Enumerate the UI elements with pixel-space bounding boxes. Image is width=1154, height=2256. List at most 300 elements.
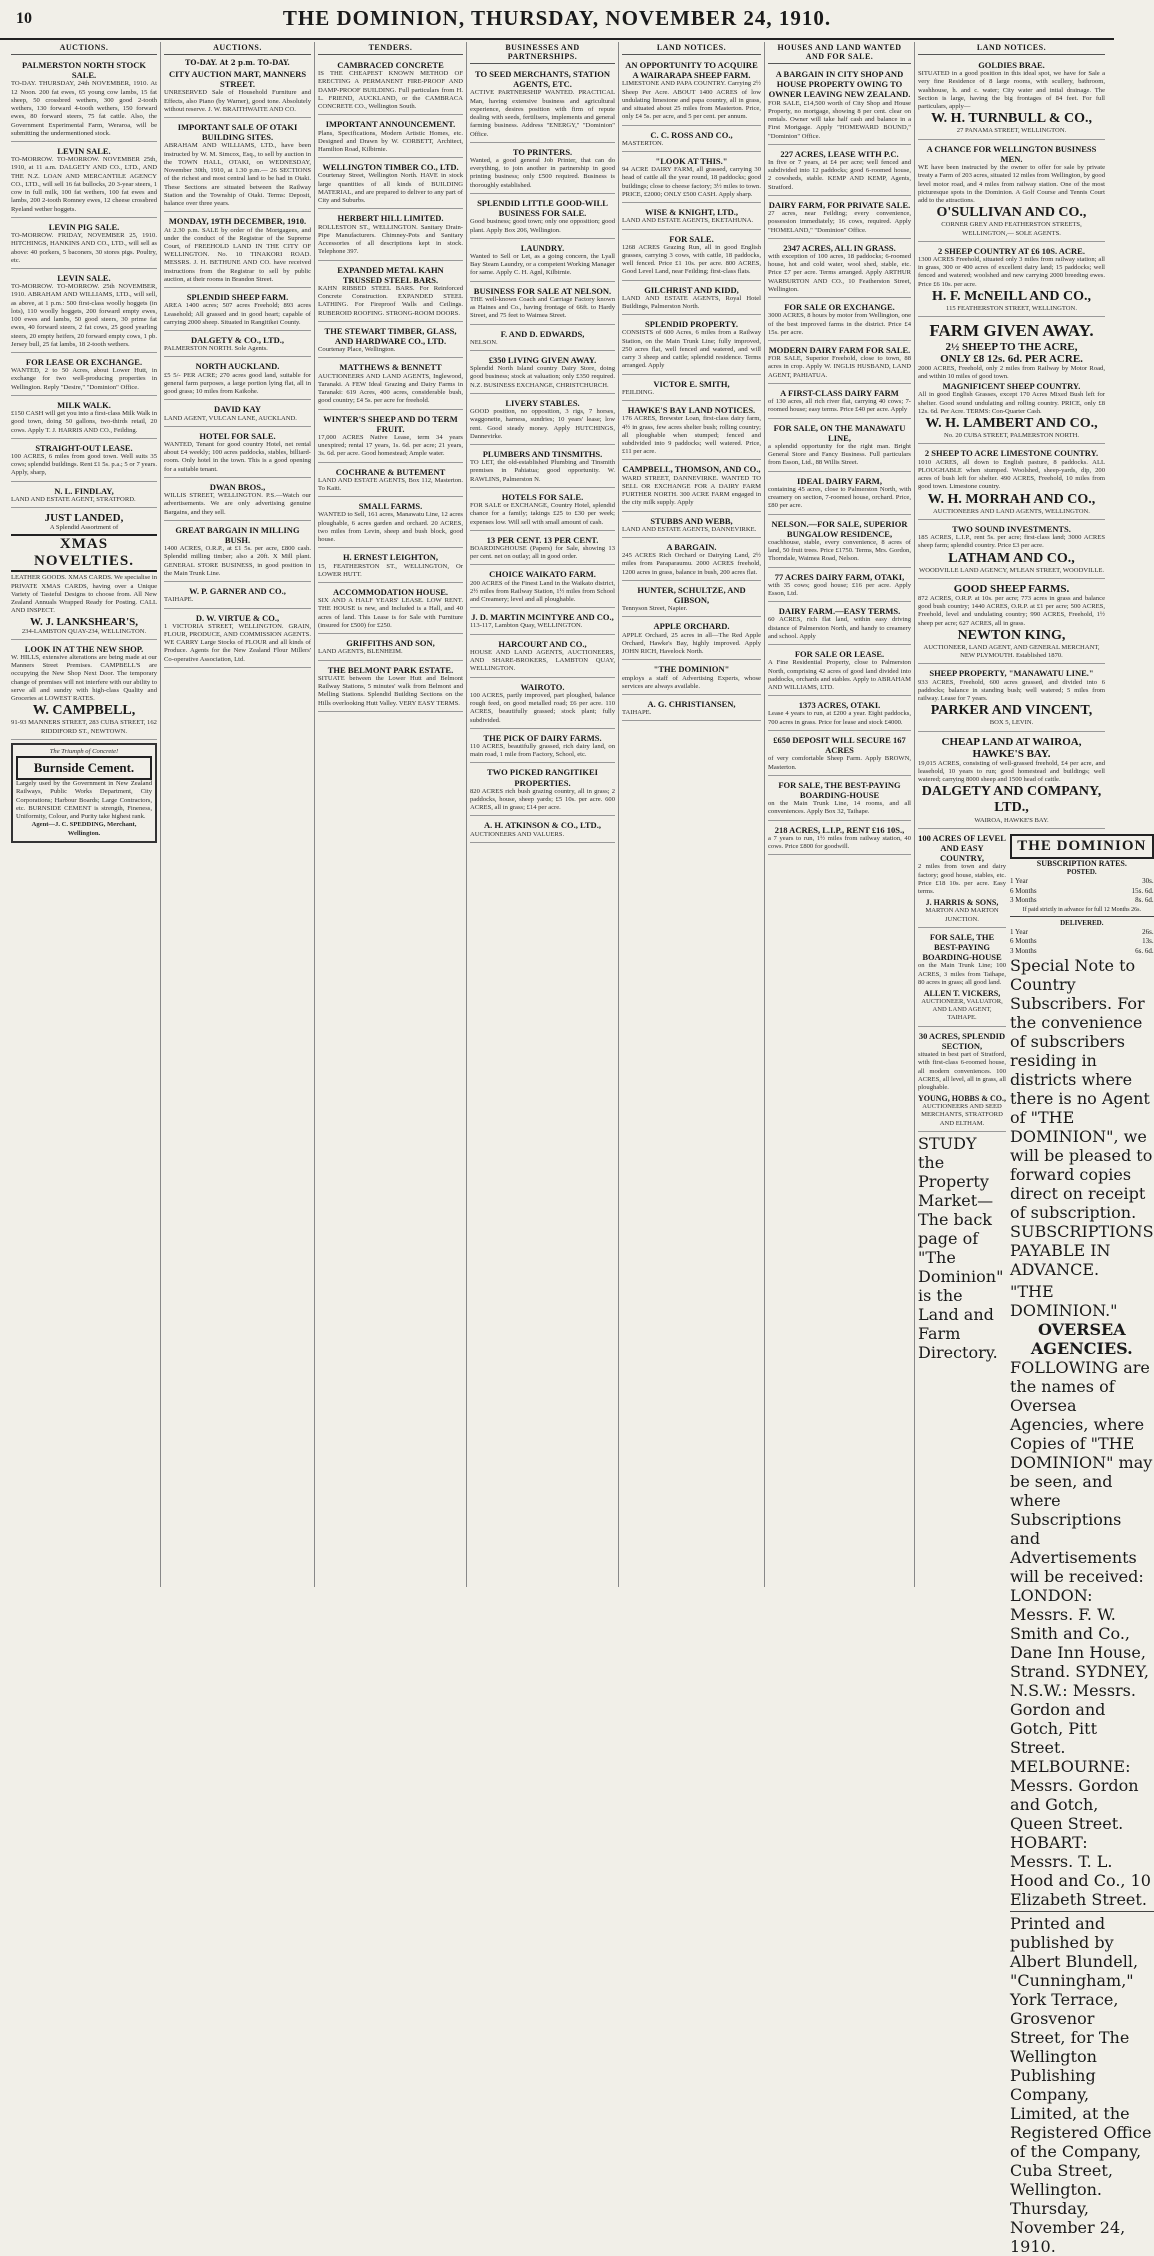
ad-body: A Fine Residential Property, close to Palmerston North, comprising 42 acres of good land divided into paddocks, orchards and stables. Apply to ABRAHAM AND WILLIAMS, LTD. — [768, 659, 911, 692]
ad-body: 94 ACRE DAIRY FARM, all grassed, carrying 30 head of cattle all the year round, 18 paddocks; good buildings; close to cheese factory; 3½ miles to town. PRICE, £2000; ONLY £500 CASH. Apply sharp. — [622, 166, 761, 198]
classified-ad — [768, 198, 911, 239]
classified-ad — [768, 386, 911, 419]
ad-body: TO-MORROW. FRIDAY, NOVEMBER 25, 1910. HITCHINGS, HANKINS AND CO., LTD., will sell as above: 40 porkers, 5 baconers, 30 stores pigs. Poultry, etc. — [11, 232, 157, 264]
dalgety-ad — [918, 734, 1105, 829]
ad-body: PALMERSTON NORTH. Sole Agents. — [164, 345, 268, 353]
ad-address: 91-93 MANNERS STREET, 283 CUBA STREET, 162 RIDDIFORD ST., NEWTOWN. — [11, 719, 157, 735]
classified-ad — [164, 584, 311, 608]
ad-body: Wanted, a good general Job Printer, that can do everything, to join another in partnership in good printing business; only £500 required. Business is thoroughly established. — [470, 156, 615, 189]
ad-body: TAIHAPE. — [622, 709, 652, 717]
ad-heading: GILCHRIST AND KIDD, — [644, 284, 739, 295]
ad-heading: SHEEP PROPERTY, "MANAWATU LINE." — [929, 668, 1094, 679]
oversea-agencies: FOLLOWING are the names of Oversea Agencies, where Copies of "THE DOMINION" may be seen, and where Subscriptions and Advertisements will be received: LONDON: Messrs. F. W. Smith and Co., Dane Inn House, Strand. SYDNEY, N.S.W.: Messrs. Gordon and Gotch, Pitt Street. MELBOURNE: Messrs. Gordon and Gotch, Queen Street. HOBART: Messrs. T. L. Hood and Co., 10 Elizabeth Street. — [1010, 1358, 1153, 1910]
page-number: 10 — [16, 10, 32, 27]
ad-body: a 7 years to run, 1½ miles from railway station, 40 cows. Price £800 for goodwill. — [768, 834, 911, 851]
ad-firm: W. J. LANKSHEAR'S, — [29, 615, 139, 628]
ad-firm: PARKER AND VINCENT, — [930, 703, 1093, 719]
posted-rows — [1010, 877, 1154, 905]
ads-list — [318, 58, 463, 712]
section-header: LAND NOTICES. — [622, 42, 761, 55]
classified-ad — [11, 220, 157, 269]
ad-heading: DAIRY FARM.—EASY TERMS. — [778, 606, 901, 617]
delivered-heading: DELIVERED. — [1060, 918, 1104, 927]
morrah-ad — [918, 446, 1105, 519]
ad-body: TO-MORROW. TO-MORROW. 25th NOVEMBER, 1910. ABRAHAM AND WILLIAMS, LTD., will sell, as above, at 1 p.m.: 500 first-class woolly hoggets (in lots), 110 woolly hoggets, 200 forward empty ewes, 100 ewes and lambs, 50 good steers, 30 prime fat ewes, 40 forward steers, 2 fat cows, 25 good yearling steers, 20 empty heifers, 20 forward empty cows, 1 pb. Jersey bull, 25 fat lambs, 18 2-tooth wethers. — [11, 283, 157, 348]
rate-price: 26s. — [1142, 928, 1154, 937]
ad-body: WANTED to Sell, 161 acres, Manawatu Line, 12 acres ploughable, 6 acres garden and orchard. 20 ACRES, two miles from Levin, sheep and bush block, good house. — [318, 511, 463, 544]
ad-body: UNRESERVED Sale of Household Furniture and Effects, also Piano (by Warner), good tone. Absolutely without reserve. J. W. BRAITHWAITE AND CO. — [164, 89, 311, 113]
ad-body: 1400 ACRES, O.R.P., at £1 5s. per acre, £800 cash. Splendid milling timber; also a 20ft. X Mill plant. GENERAL STORE BUSINESS, in good position in the Main Trunk Line. — [164, 545, 311, 577]
masthead — [0, 0, 1114, 40]
ad-price: ONLY £8 12s. 6d. PER ACRE. — [940, 352, 1083, 365]
classified-ad — [470, 490, 615, 531]
ad-address: AUCTIONEER, VALUATOR, AND LAND AGENT, TAIHAPE. — [921, 998, 1003, 1022]
ad-heading: 30 ACRES, SPLENDID SECTION, — [918, 1030, 1006, 1051]
ad-heading: CAMPBELL, THOMSON, AND CO., — [622, 464, 761, 475]
classified-ad — [164, 429, 311, 478]
ad-body: ACTIVE PARTNERSHIP WANTED. PRACTICAL Man, having extensive business and agricultural experience, desires position with firm of repute dealing with seeds, fertilisers, implements and general farming business. Address "ENERGY," "Dominion" Office. — [470, 89, 615, 138]
section-header: AUCTIONS. — [11, 42, 157, 55]
ad-heading: WINTER'S SHEEP AND DO TERM FRUIT. — [323, 413, 458, 434]
ad-heading: TO SEED MERCHANTS, STATION AGENTS, ETC. — [474, 69, 611, 90]
ad-heading: NELSON.—FOR SALE, SUPERIOR BUNGALOW RESIDENCE, — [771, 518, 908, 539]
newspaper-title: THE DOMINION, THURSDAY, NOVEMBER 24, 1910. — [282, 6, 832, 30]
ad-body: LAND AND ESTATE AGENTS, Royal Hotel Buildings, Palmerston North. — [622, 294, 761, 311]
ad-heading: SMALL FARMS. — [358, 501, 423, 512]
ad-address: 115 FEATHERSTON STREET, WELLINGTON. — [946, 305, 1077, 313]
ad-heading: EXPANDED METAL KAHN TRUSSED STEEL BARS. — [337, 264, 444, 285]
column-6 — [765, 42, 915, 1587]
ad-body: LAND AGENTS, BLENHEIM. — [318, 648, 403, 656]
ad-body: GOOD position, no opposition, 3 rigs, 7 horses, waggonette, harness, sundries; 10 years' lease; low rent. Good steady money. Apply HUTCHINGS, Dannevirke. — [470, 408, 615, 440]
ad-heading: IMPORTANT SALE OF OTAKI BUILDING SITES. — [177, 122, 298, 143]
column-5 — [619, 42, 765, 1587]
ad-body: WARD STREET, DANNEVIRKE. WANTED TO SELL OR EXCHANGE FOR A DAIRY FARM FURTHER NORTH. 300 ACRE FARM engaged in the city milk supply. Apply — [622, 474, 761, 507]
ad-heading: 100 ACRES OF LEVEL AND EASY COUNTRY, — [918, 832, 1006, 864]
classified-ad — [470, 327, 615, 351]
ad-heading: MODERN DAIRY FARM FOR SALE. — [768, 345, 911, 355]
ad-body: 933 ACRES, Freehold, 600 acres grassed, and divided into 6 paddocks; balance in standing bush; well watered; 5 miles from railway. Lease for 7 years. — [918, 678, 1105, 703]
classified-ad — [622, 583, 761, 618]
ad-body: AUCTIONEERS AND LAND AGENTS, Inglewood, Taranaki. A FEW Ideal Grazing and Dairy Farms in Taranaki: 619 Acres, 400 acres, considerable bush, good country; £4 5s. per acre for freehold. — [318, 372, 463, 405]
ad-firm: W. H. LAMBERT AND CO., — [925, 416, 1098, 432]
ad-heading: PALMERSTON NORTH STOCK SALE. — [22, 60, 146, 81]
classified-ad — [164, 67, 311, 118]
column-1 — [8, 42, 161, 1587]
ad-body: 872 ACRES, O.R.P. at 10s. per acre; 773 acres in grass and balance good bush country; 1440 ACRES, O.R.P. at £1 per acre; 500 ACRES, Freehold, level and undulating country; 990 ACRES, Freehold, 1½ sheep per acre; 627 ACRES, all in grass. — [918, 594, 1105, 627]
ad-body: Largely used by the Government in New Zealand Railways, Public Works Department, City Corporations; Harbour Boards; Large Contractors, etc. BURNSIDE CEMENT is strength, Fineness, Uniformity, Colour, and Purity take highest rank. — [16, 780, 152, 821]
ad-body: LIMESTONE AND PAPA COUNTRY. Carrying 2½ Sheep Per Acre. ABOUT 1400 ACRES of low undulating limestone and papa country, all in grass, and situated about 25 miles from Masterton. Price, only £4 5s. per acre, and 5 per cent. per annum. — [622, 80, 761, 121]
rate-term: 3 Months — [1010, 896, 1037, 905]
classified-ad — [622, 58, 761, 126]
classified-ad — [470, 731, 615, 764]
classified-ad — [768, 778, 911, 821]
ad-heading: GRIFFITHS AND SON, — [346, 638, 435, 649]
column-4 — [467, 42, 619, 1587]
rate-row — [1010, 896, 1154, 905]
ad-body: 17,000 ACRES Native Lease, term 34 years unexpired; rental 17 years, 1s. 6d. per acre; 21 years, 3s. 6d. per acre. Good homestead; Ample water. — [318, 433, 463, 458]
ad-body: LAND AND ESTATE AGENTS, DANNEVIRKE. — [622, 525, 757, 533]
ad-heading: J. D. MARTIN MCINTYRE AND CO., — [471, 612, 614, 623]
divider — [1010, 916, 1154, 917]
classified-ad — [622, 514, 761, 538]
ad-address: AUCTIONEER, LAND AGENT, AND GENERAL MERCHANT, NEW PLYMOUTH. Established 1870. — [923, 643, 1100, 660]
ad-body: 245 ACRES Rich Orchard or Dairying Land, 2½ miles from Paraparaumu. 2000 ACRES freehold, 1200 acres in grass, balance in bush, 200 acres flat. — [622, 552, 761, 576]
ad-heading: "LOOK AT THIS." — [655, 155, 728, 166]
classified-ad — [768, 733, 911, 776]
ad-heading: FOR SALE, THE BEST-PAYING BOARDING-HOUSE — [922, 931, 1002, 963]
rate-term: 6 Months — [1010, 937, 1037, 946]
ad-body: of very comfortable Sheep Farm. Apply BROWN, Masterton. — [768, 755, 911, 771]
ad-body: ABRAHAM AND WILLIAMS, LTD., have been instructed by W. M. Simcox, Esq., to sell by auction in the TOWN HALL, OTAKI, on WEDNESDAY, November 30th, 1910, at 1.30 p.m.— 26 SECTIONS of the richest and most central land to be had in Otaki. These Sections are situated between the Railway Station and the Township of Otaki. Terms: Deposit, balance over three years. — [164, 142, 311, 208]
ad-heading: HOTEL FOR SALE. — [199, 430, 276, 441]
subscription-rates-heading: SUBSCRIPTION RATES. — [1036, 858, 1127, 868]
ad-heading: CHEAP LAND AT WAIROA, HAWKE'S BAY. — [941, 735, 1082, 760]
ad-firm: W. CAMPBELL, — [32, 703, 136, 719]
ad-heading: A FIRST-CLASS DAIRY FARM — [780, 387, 899, 398]
ad-body: 1268 ACRES Grazing Run, all in good English grasses, carrying 3 cows, with cattle, 18 paddocks, well fenced. Price £1 10s. per acre. 800 ACRES, Good Level Land, near Feilding; first-class flats. — [622, 243, 761, 276]
classified-ad — [470, 680, 615, 729]
ad-body: LEATHER GOODS. XMAS CARDS. We specialise in PRIVATE XMAS CARDS, having over a Unique Variety of Tasteful Designs to choose from. All New Zealand Annuals Wrapped Ready for Posting. CALL AND INSPECT. — [11, 574, 157, 615]
divider — [1010, 1911, 1154, 1912]
ad-heading: GREAT BARGAIN IN MILLING BUSH. — [175, 524, 300, 545]
ad-body: LAND AND ESTATE AGENT, STRATFORD. — [11, 495, 136, 503]
ad-heading: SPLENDID LITTLE GOOD-WILL BUSINESS FOR SALE. — [477, 197, 608, 219]
ad-heading: VICTOR E. SMITH, — [653, 378, 730, 389]
ads-list — [470, 67, 615, 843]
ad-body: SITUATE between the Lower Hutt and Belmont Railway Stations, 5 minutes' walk from Belmont and Melling Stations. Splendid Building Sections on the Hills overlooking Hutt Valley. VERY EASY TERMS. — [318, 674, 463, 707]
ads-list — [622, 58, 761, 721]
classified-ad — [11, 398, 157, 439]
classified-ad — [318, 58, 463, 115]
ad-body: MASTERTON. — [622, 139, 664, 147]
ad-body: 820 ACRES rich bush grazing country, all in grass; 2 paddocks, house, sheep yards; £5 10s. per acre. 600 ACRES, all in grass; £14 per acre. — [470, 787, 615, 812]
ad-heading: TWO SOUND INVESTMENTS. — [952, 523, 1071, 534]
ad-heading: SPLENDID PROPERTY. — [645, 319, 738, 330]
ad-body: 27 acres, near Feilding; every convenience, possession immediately; 16 cows, required. Apply "HOMELAND," "Dominion" Office. — [768, 210, 911, 234]
ad-body: SIX AND A HALF YEARS' LEASE. LOW RENT. THE HOUSE is new, and Included is a Hall, and 40 acres of land. This Lease is for Sale with Furniture (insured for £500) for £250. — [318, 597, 463, 629]
ad-body: TAIHAPE. — [164, 596, 194, 604]
classified-ad — [470, 765, 615, 816]
classified-ad — [768, 67, 911, 145]
ad-body: 1010 ACRES, all down to English pasture, 8 paddocks. ALL PLOUGHABLE when stumped. Woolshed, sheep-yards, dip, 200 acres of bush left for shelter. 490 ACRES, Freehold, 10 miles from good town. Limestone country. — [918, 458, 1105, 491]
ad-body: At 2.30 p.m. SALE by order of the Mortgagees, and under the conduct of the Registrar of the Supreme Court, of FREEHOLD LAND IN THE CITY OF WELLINGTON. No. 10 TINAKORI ROAD. MESSRS. J. H. BETHUNE AND CO. have received instructions from the Registrar to sell by public auction, at their rooms in Brandon Street. — [164, 226, 311, 283]
posted-heading: POSTED. — [1066, 867, 1097, 876]
rate-row — [1010, 887, 1154, 896]
ad-body: HOUSE AND LAND AGENTS, AUCTIONEERS, AND SHARE-BROKERS, LAMBTON QUAY, WELLINGTON. — [470, 648, 615, 673]
classified-ad — [470, 396, 615, 445]
ad-heading: W. P. GARNER AND CO., — [189, 586, 286, 597]
classified-ad — [318, 117, 463, 158]
ad-body: with exception of 100 acres, 18 paddocks; 6-roomed house, hot and cold water, wool shed, stable, etc. Price £7 per acre. Terms arranged. Apply ARTHUR WARBURTON AND CO., 10 Featherston Street, Wellington. — [768, 252, 911, 293]
new-shop-ad — [11, 642, 157, 740]
ad-heading: C. C. ROSS AND CO., — [650, 129, 733, 140]
ad-body: WE have been instructed by the owner to offer for sale by private treaty a Farm of 203 acres, situated 12 miles from Wellington, by good level motor road, and 4 miles from railway station. One of the most picturesque spots in the Dominion. A Golf Course and Tennis Court add to the attractions. — [918, 164, 1105, 204]
classified-ad — [622, 232, 761, 281]
classified-ad — [622, 403, 761, 460]
ad-heading: GOLDIES BRAE. — [978, 60, 1045, 70]
ad-body: a splendid opportunity for the right man. Bright General Store and Fancy Business. Full particulars from Esson, Ltd., 88 Willis Street. — [768, 442, 911, 467]
rate-term: 6 Months — [1010, 886, 1037, 895]
ad-body: 1 VICTORIA STREET, WELLINGTON. GRAIN, FLOUR, PRODUCE, AND COMMISSION AGENTS. WE CARRY Large Stocks of FLOUR and all kinds of Produce. Agents for the New Zealand Flour Millers' Co-operative Association, Ltd. — [164, 622, 311, 663]
ad-firm: W. H. MORRAH AND CO., — [927, 491, 1096, 507]
ad-body: £150 CASH will get you into a first-class Milk Walk in good town, doing 50 gallons, two-thirds retail, 20 cows. Apply T. J. HARRIS AND CO., Feilding. — [11, 410, 157, 434]
classified-ad — [318, 465, 463, 498]
ad-address: CORNER GREY AND FEATHERSTON STREETS, WELLINGTON,— SOLE AGENTS. — [941, 221, 1082, 237]
ad-address: No. 20 CUBA STREET, PALMERSTON NORTH. — [943, 432, 1080, 440]
classified-ad — [768, 698, 911, 731]
ad-body: CONSISTS of 600 Acres, 6 miles from a Railway Station, on the Main Trunk Line; fully improved, 250 acres flat, well fenced and watered, and will carry 3 sheep and cattle; splendid residence. Terms arranged. Apply — [622, 329, 761, 370]
ad-body: WANTED, Tenant for good country Hotel, net rental about £4 weekly; 100 acres paddocks, stables, billiard-room. Only hotel in the town. This is a good opening for a suitable tenant. — [164, 440, 311, 473]
ad-body: 15, FEATHERSTON ST., WELLINGTON, Or LOWER HUTT. — [318, 562, 463, 578]
classified-ad — [470, 353, 615, 394]
classified-ad — [768, 604, 911, 645]
classified-ad — [768, 647, 911, 696]
bottom-split — [918, 831, 1154, 2256]
ad-heading: 77 ACRES DAIRY FARM, OTAKI, — [774, 571, 905, 582]
ad-heading: APPLE ORCHARD. — [653, 621, 730, 632]
ad-body: with 35 cows; good house; £16 per acre. Apply Esson, Ltd. — [768, 581, 911, 598]
ad-heading: FOR SALE OR EXCHANGE. — [784, 302, 895, 313]
columns — [8, 42, 1154, 2256]
ad-heading: LAUNDRY. — [520, 242, 565, 253]
ad-body: NELSON. — [470, 338, 498, 346]
ad-heading: HAWKE'S BAY LAND NOTICES. — [627, 405, 756, 416]
country-subscribers-note: Special Note to Country Subscribers. For the convenience of subscribers residing in districts where there is no Agent of "THE DOMINION", we will be pleased to forward copies direct on receipt of subscription. SUBSCRIPTIONS PAYABLE IN ADVANCE. — [1010, 956, 1154, 1280]
ad-heading: N. L. FINDLAY, — [54, 485, 114, 496]
ad-heading: 227 ACRES, LEASE WITH P.C. — [780, 148, 899, 159]
classified-ad — [318, 324, 463, 359]
ad-heading: LOOK IN AT THE NEW SHOP. — [24, 643, 144, 654]
ad-body: APPLE Orchard, 25 acres in all—The Red Apple Orchard, Hawke's Bay, highly improved. Apply JOHN RICH, Havelock North. — [622, 631, 761, 656]
farm-given-away-ad — [918, 319, 1105, 444]
harris-ad — [918, 831, 1006, 928]
rate-price: 15s. 6d. — [1131, 886, 1154, 895]
ad-heading: BUSINESS FOR SALE AT NELSON. — [473, 285, 612, 296]
ad-body: containing 45 acres, close to Palmerston North, with creamery on section, 7-roomed house, orchard. Price, £80 per acre. — [768, 485, 911, 510]
classified-ad — [318, 263, 463, 322]
ad-body: Courtenay Place, Wellington. — [318, 346, 396, 354]
ad-heading: H. ERNEST LEIGHTON, — [342, 552, 439, 563]
ad-heading: DAVID KAY — [214, 404, 261, 415]
ad-heading: LEVIN SALE. — [57, 146, 111, 157]
classified-ad — [768, 421, 911, 472]
classified-ad — [768, 343, 911, 384]
ad-heading: LEVIN PIG SALE. — [48, 221, 120, 232]
classified-ad — [768, 300, 911, 341]
classified-ad — [318, 412, 463, 463]
ad-heading: F. AND D. EDWARDS, — [500, 328, 585, 339]
ad-heading: CITY AUCTION MART, MANNERS STREET. — [168, 69, 307, 90]
classified-ad — [11, 441, 157, 482]
ad-firm: W. H. TURNBULL & CO., — [930, 111, 1093, 127]
ad-address: AUCTIONEERS AND LAND AGENTS, WELLINGTON. — [933, 507, 1090, 515]
classified-ad — [622, 462, 761, 511]
ad-heading: CHOICE WAIKATO FARM. — [489, 569, 596, 580]
ad-body: In five or 7 years, at £4 per acre; well fenced and subdivided into 12 paddocks; good 6-roomed house, 2 cowsheds, stable. KEMP AND KEMP, Agents, Stratford. — [768, 158, 911, 191]
ad-body: 113-117, Lambton Quay, WELLINGTON. — [470, 622, 583, 630]
rate-price: 6s. 6d. — [1135, 946, 1154, 955]
ad-heading: LEVIN SALE. — [57, 272, 111, 283]
dominion-title: THE DOMINION — [1010, 834, 1154, 859]
ad-heading: "THE DOMINION" — [653, 664, 730, 675]
classified-ad — [768, 474, 911, 515]
mcneill-ad — [918, 244, 1105, 317]
rate-price: 30s. — [1142, 877, 1154, 886]
rates-table — [1010, 868, 1154, 957]
ad-body: employs a staff of Advertising Experts, whose services are always available. — [622, 674, 761, 690]
ad-body: Courtenay Street, Wellington North. HAVE in stock large quantities of all kinds of BUILDING MATERIAL, and are prepared to deliver to any part of City and Suburbs. — [318, 172, 463, 205]
ad-heading: HARCOURT AND CO., — [498, 638, 587, 649]
ad-heading: FOR SALE, ON THE MANAWATU LINE, — [773, 422, 906, 443]
classified-ad — [768, 823, 911, 856]
ads-list — [768, 67, 911, 855]
ad-heading: THE PICK OF DAIRY FARMS. — [483, 732, 602, 743]
classified-ad — [318, 550, 463, 583]
section-header: BUSINESSES AND PARTNERSHIPS. — [470, 42, 615, 64]
section-header: LAND NOTICES. — [918, 42, 1105, 55]
classified-ad — [470, 610, 615, 634]
ad-heading: FOR SALE OR LEASE. — [794, 649, 885, 660]
section-header: TENDERS. — [318, 42, 463, 55]
classified-ad — [768, 570, 911, 603]
classified-ad — [11, 355, 157, 396]
classified-ad — [622, 128, 761, 152]
ad-heading: A CHANCE FOR WELLINGTON BUSINESS MEN. — [926, 143, 1097, 164]
ad-body: of 130 acres, all rich river flat, carrying 40 cows; 7-roomed house; easy terms. Price £40 per acre. Apply — [768, 398, 911, 414]
column-2 — [161, 42, 315, 1587]
rate-row — [1010, 947, 1154, 956]
ad-body: IS THE CHEAPEST KNOWN METHOD OF ERECTING A PERMANENT FIRE-PROOF AND DAMP-PROOF BUILDING. Full particulars from H. L. FRIEND, AUCKLAND, or the CAMBRACA CONCRETE CO., Wellington South. — [318, 70, 463, 111]
classified-ad — [318, 499, 463, 548]
study-notice: STUDY the Property Market—The back page of "The Dominion" is the Land and Farm Directory. — [918, 1133, 1004, 1362]
rate-row — [1010, 928, 1154, 937]
ad-heading: JUST LANDED, — [44, 512, 124, 525]
oversea-heading: "THE DOMINION." — [1010, 1282, 1118, 1321]
ad-heading: MATTHEWS & BENNETT — [339, 362, 442, 373]
classified-ad — [470, 145, 615, 194]
ad-body: 19,015 ACRES, consisting of well-grassed freehold, £4 per acre, and leasehold, 10 years to run; good homestead and buildings; well watered; carrying 8000 sheep and 1500 head of cattle. — [918, 759, 1105, 784]
classified-ad — [622, 205, 761, 229]
section-header: AUCTIONS. — [164, 42, 311, 55]
ad-subheading: A Splendid Assortment of — [49, 524, 119, 532]
classified-ad — [164, 611, 311, 668]
ad-heading: 13 PER CENT. 13 PER CENT. — [486, 534, 599, 545]
ad-body: AREA 1400 acres; 507 acres Freehold; 893 acres Leasehold; All grassed and in good heart; capable of carrying 2000 sheep. Situated in Rangitikei County. — [164, 302, 311, 326]
ad-heading: STRAIGHT-OUT LEASE. — [35, 442, 133, 453]
classified-ad — [470, 196, 615, 239]
ad-body: Lease 4 years to run, at £200 a year. Eight paddocks, 700 acres in grass. Price for lease and stock £4000. — [768, 710, 911, 726]
ad-body: 110 ACRES, beautifully grassed, rich dairy land, on main road, 1 mile from Factory, School, etc. — [470, 742, 615, 759]
xmas-novelties-title: XMAS NOVELTIES. — [11, 534, 157, 572]
rate-row — [1010, 877, 1154, 886]
ad-firm: H. F. McNEILL AND CO., — [932, 288, 1091, 304]
ad-heading: A. G. CHRISTIANSEN, — [647, 699, 736, 710]
ad-heading: 1373 ACRES, OTAKI. — [798, 700, 881, 711]
ad-subheading-2: MAGNIFICENT SHEEP COUNTRY. — [942, 381, 1081, 392]
classified-ad — [318, 663, 463, 712]
bottom-right — [1010, 831, 1154, 2256]
ad-body: 60 ACRES, rich flat land, within easy driving distance of Palmerston North, and handy to creamery and school. Apply — [768, 616, 911, 640]
rate-price: 13s. — [1142, 937, 1154, 946]
ad-address: MARTON AND MARTON JUNCTION. — [925, 907, 999, 923]
classified-ad — [164, 402, 311, 426]
classified-ad — [622, 377, 761, 401]
classified-ad — [318, 160, 463, 209]
bottom-left — [918, 831, 1006, 2256]
classified-ad — [622, 697, 761, 721]
ad-body: Good business; good town; only one opposition; good plant. Apply Box 206, Wellington. — [470, 218, 615, 234]
ad-body: 2 miles from town and dairy factory; good house, stables, etc. Price £18 10s. per acre. Easy terms. — [918, 863, 1006, 896]
classified-ad — [470, 567, 615, 608]
ad-body: on the Main Trunk Line, 14 rooms, and all conveniences. Apply Box 32, Taihape. — [768, 800, 911, 816]
ad-heading: CAMBRACED CONCRETE — [337, 60, 444, 70]
classified-ad — [768, 147, 911, 196]
burnside-cement-title: Burnside Cement. — [16, 756, 152, 780]
ad-body: 100 ACRES, partly improved, part ploughed, balance rough feed, on good metalled road; £6 per acre. 110 ACRES, beautifully grassed; stock plant; fully subdivided. — [470, 691, 615, 724]
classified-ad — [164, 333, 311, 357]
ad-heading: NORTH AUCKLAND. — [195, 361, 280, 372]
ad-body: 1300 ACRES Freehold, situated only 3 miles from railway station; all in grass, 300 or 400 acres of excellent dairy land; 15 paddocks; well fenced and watered; woolshed and new carrying 2000 breeding ewes. Price £6 10s. per acre. — [918, 255, 1105, 288]
ad-firm: YOUNG, HOBBS & CO., — [918, 1094, 1007, 1104]
classified-ad — [318, 360, 463, 409]
ad-body: KAHN RIBBED STEEL BARS. For Reinforced Concrete Construction. EXPANDED STEEL LATHING. For Fireproof Walls and Ceilings. RUBEROID ROOFING. STRONG-ROOM DOORS. — [318, 284, 463, 317]
ad-firm: LATHAM AND CO., — [948, 550, 1075, 566]
ad-heading: TWO PICKED RANGITIKEI PROPERTIES. — [487, 767, 598, 788]
ad-heading: A BARGAIN. — [666, 541, 717, 552]
ad-address: AUCTIONEERS AND SEED MERCHANTS, STRATFORD AND ELTHAM. — [921, 1103, 1003, 1127]
ad-firm: O'SULLIVAN AND CO., — [936, 205, 1087, 221]
ad-body: ROLLESTON ST., WELLINGTON. Sanitary Drain-Pipe Manufacturers. Chimney-Pots and Sanitary Accessories of all descriptions kept in stock. Telephone 397. — [318, 223, 463, 256]
classified-ad — [11, 58, 157, 142]
ad-heading: A. H. ATKINSON & CO., LTD., — [484, 820, 601, 831]
ad-firm: DALGETY AND COMPANY, LTD., — [921, 784, 1102, 816]
ad-subheading: 2½ SHEEP TO THE ACRE, — [945, 340, 1078, 353]
latham-ad — [918, 522, 1105, 579]
ad-body-2: All in good English Grasses, except 170 Acres Mixed Bush left for shelter. Good sound undulating and rolling country. PRICE, only £8 12s. 6d. Per Acre. TERMS: Con-Quarter Cash. — [918, 391, 1105, 415]
classified-ad — [470, 284, 615, 325]
classified-ad — [622, 317, 761, 374]
oversea-subheading: OVERSEA AGENCIES. — [1030, 1320, 1133, 1359]
ad-body: 100 ACRES, 6 miles from good town. Well suits 35 cows; splendid buildings. Rent £1 5s. p.a.; 5 or 7 years. Apply, sharp, — [11, 453, 157, 477]
vickers-ad — [918, 930, 1006, 1027]
ad-heading: DAIRY FARM, FOR PRIVATE SALE. — [768, 199, 911, 210]
ad-heading: STUBBS AND WEBB, — [650, 515, 733, 526]
just-landed-ad — [11, 510, 157, 640]
ad-body: £5 5/- PER ACRE; 270 acres good land, suitable for general farm purposes, a large portion lying flat, all in good grass; 10 miles from Kaikohe. — [164, 371, 311, 396]
classified-ad — [318, 585, 463, 634]
classified-ad — [470, 637, 615, 678]
ad-body: W. HILLS, extensive alterations are being made at our Manners Street Premises. CAMPBELL'S are occupying the New Shop Next Door. The temporary change of premises will not interfere with our ability to serve all and sundry with high-class Quality and Groceries at LOWEST RATES. — [11, 653, 157, 703]
ad-heading: GOOD SHEEP FARMS. — [953, 582, 1070, 595]
ad-body: situated in best part of Stratford, with first-class 6-roomed house, all modern conveniences. 100 ACRES, all level, all in grass, all ploughable. — [918, 1051, 1006, 1092]
ad-heading: FOR SALE, THE BEST-PAYING BOARDING-HOUSE — [778, 779, 901, 800]
ad-heading: LIVERY STABLES. — [505, 397, 580, 408]
ad-heading: THE BELMONT PARK ESTATE. — [327, 664, 454, 675]
ad-heading: £650 DEPOSIT WILL SECURE 167 ACRES — [773, 734, 906, 756]
ad-heading: COCHRANE & BUTEMENT — [335, 466, 446, 477]
ad-body: 2000 ACRES, Freehold, only 2 miles from Railway by Motor Road, and within 10 miles of good town. — [918, 364, 1105, 381]
ad-body: WANTED, 2 to 50 Acres, about Lower Hutt, in exchange for two well-producing properties in Wellington. Reply "Desire," "Dominion" Office. — [11, 367, 157, 391]
ad-body: 185 ACRES, L.I.P., rent 5s. per acre; first-class land; 3000 ACRES sheep farm; splendid country. Price £3 per acre. — [918, 534, 1105, 550]
ad-heading: IDEAL DAIRY FARM, — [797, 475, 882, 486]
ad-address: 27 PANAMA STREET, WELLINGTON. — [956, 127, 1067, 135]
classified-ad — [470, 67, 615, 143]
ad-body: TO-MORROW. TO-MORROW. NOVEMBER 25th, 1910, at 11 a.m. DALGETY AND CO., LTD., AND THE N.Z. LOAN AND MERCANTILE AGENCY CO., LTD., will sell 16 fat bullocks, 20 3-year steers, 1 cow in full milk, 100 fat wethers, 100 fat ewes and lambs, 200 2-tooth Romney ewes, 12 cheese crossbred Ryeland wether hoggets. — [11, 156, 157, 213]
ad-heading: IMPORTANT ANNOUNCEMENT. — [325, 119, 456, 130]
farm-given-away-title: FARM GIVEN AWAY. — [929, 321, 1094, 341]
ad-body: WILLIS STREET, WELLINGTON. P.S.—Watch our advertisements. We are only advertising genuine Bargains, and they sell. — [164, 492, 311, 516]
